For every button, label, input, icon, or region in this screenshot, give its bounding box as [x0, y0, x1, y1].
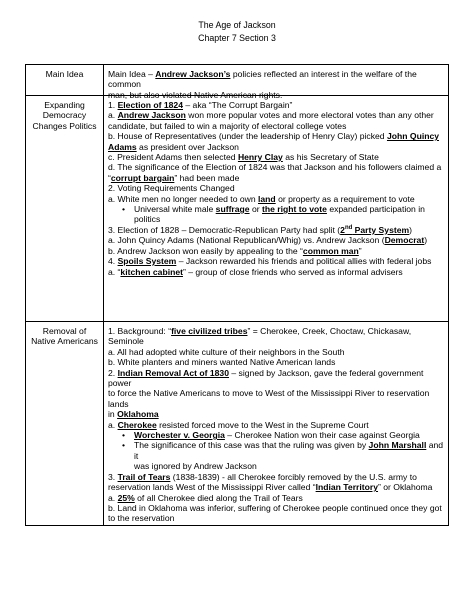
row-divider — [26, 321, 448, 322]
text-line: b. Land in Oklahoma was inferior, suffering of Cherokee people continued once they got — [108, 502, 442, 513]
bullet-item: • The significance of this case was that the ruling was given by John Marshall and it — [122, 440, 444, 461]
bullet-icon: • — [122, 430, 126, 441]
row-label-main-idea: Main Idea — [45, 69, 84, 79]
text-line: reservation lands West of the Mississippi River called “Indian Territory” or Oklahoma — [108, 482, 433, 493]
text-line: to force the Native Americans to move to West of the Mississippi River to reservation lands — [108, 388, 430, 409]
text-line: “corrupt bargain” had been made — [108, 172, 240, 183]
text-line: b. House of Representatives (under the leadership of Henry Clay) picked John Quincy — [108, 131, 440, 142]
text-line: was ignored by Andrew Jackson — [134, 461, 257, 472]
text-line: Main Idea – Andrew Jackson’s policies reflected an interest in the welfare of the common — [108, 69, 417, 90]
bullet-icon: • — [122, 204, 126, 215]
page-subtitle: Chapter 7 Section 3 — [198, 33, 276, 43]
text-line: b. Andrew Jackson won easily by appealing to the “common man” — [108, 245, 362, 256]
page-title: The Age of Jackson — [198, 20, 276, 30]
expanding-democracy-notes — [108, 100, 446, 277]
text-line: 3. Election of 1828 – Democratic-Republican Party had split (2nd Party System) — [108, 224, 413, 235]
removal-notes — [108, 326, 446, 524]
main-idea-text — [108, 69, 446, 100]
text-line: 1. Background: “five civilized tribes” = Cherokee, Creek, Choctaw, Chickasaw, Seminole — [108, 326, 412, 347]
notes-table — [25, 64, 449, 526]
text-line: a. All had adopted white culture of their neighbors in the South — [108, 346, 345, 357]
bullet-icon: • — [122, 440, 126, 451]
column-divider — [103, 65, 104, 525]
text-line: a. John Quincy Adams (National Republican/Whig) vs. Andrew Jackson (Democrat) — [108, 235, 428, 246]
text-line: a. White men no longer needed to own land or property as a requirement to vote — [108, 193, 415, 204]
text-line: a. Cherokee resisted forced move to the West in the Supreme Court — [108, 419, 369, 430]
text-line: Adams as president over Jackson — [108, 141, 239, 152]
text-line: man, but also violated Native American rights. — [108, 89, 283, 100]
text-line: 2. Indian Removal Act of 1830 – signed by Jackson, gave the federal government power — [108, 367, 424, 389]
text-line: in Oklahoma — [108, 409, 159, 420]
bullet-item: • Universal white male suffrage or the right to vote expanded participation in — [122, 204, 425, 215]
text-line: a. 25% of all Cherokee died along the Trail of Tears — [108, 492, 303, 503]
row-label-removal: Removal of Native Americans — [31, 326, 98, 347]
text-line: 2. Voting Requirements Changed — [108, 183, 235, 194]
text-line: 4. Spoils System – Jackson rewarded his friends and political allies with federal jobs — [108, 256, 432, 267]
text-line: 1. Election of 1824 – aka “The Corrupt Bargain” — [108, 100, 293, 110]
text-line: a. Andrew Jackson won more popular votes and more electoral votes than any other — [108, 110, 434, 121]
text-line: 3. Trail of Tears (1838-1839) - all Cherokee forcibly removed by the U.S. army to — [108, 471, 417, 482]
text-line: a. “kitchen cabinet” – group of close friends who served as informal advisers — [108, 266, 403, 277]
text-line: b. White planters and miners wanted Native American lands — [108, 357, 336, 368]
text-line: to the reservation — [108, 513, 175, 524]
row-label-expanding-democracy: Expanding Democracy Changes Politics — [32, 100, 97, 131]
text-line: c. President Adams then selected Henry Clay as his Secretary of State — [108, 152, 379, 163]
text-line: politics — [134, 214, 161, 225]
text-line: candidate, but failed to win a majority of electoral college votes — [108, 120, 347, 131]
bullet-item: • Worchester v. Georgia – Cherokee Nation won their case against Georgia — [122, 430, 420, 441]
text-line: d. The significance of the Election of 1824 was that Jackson and his followers claimed a — [108, 162, 442, 173]
